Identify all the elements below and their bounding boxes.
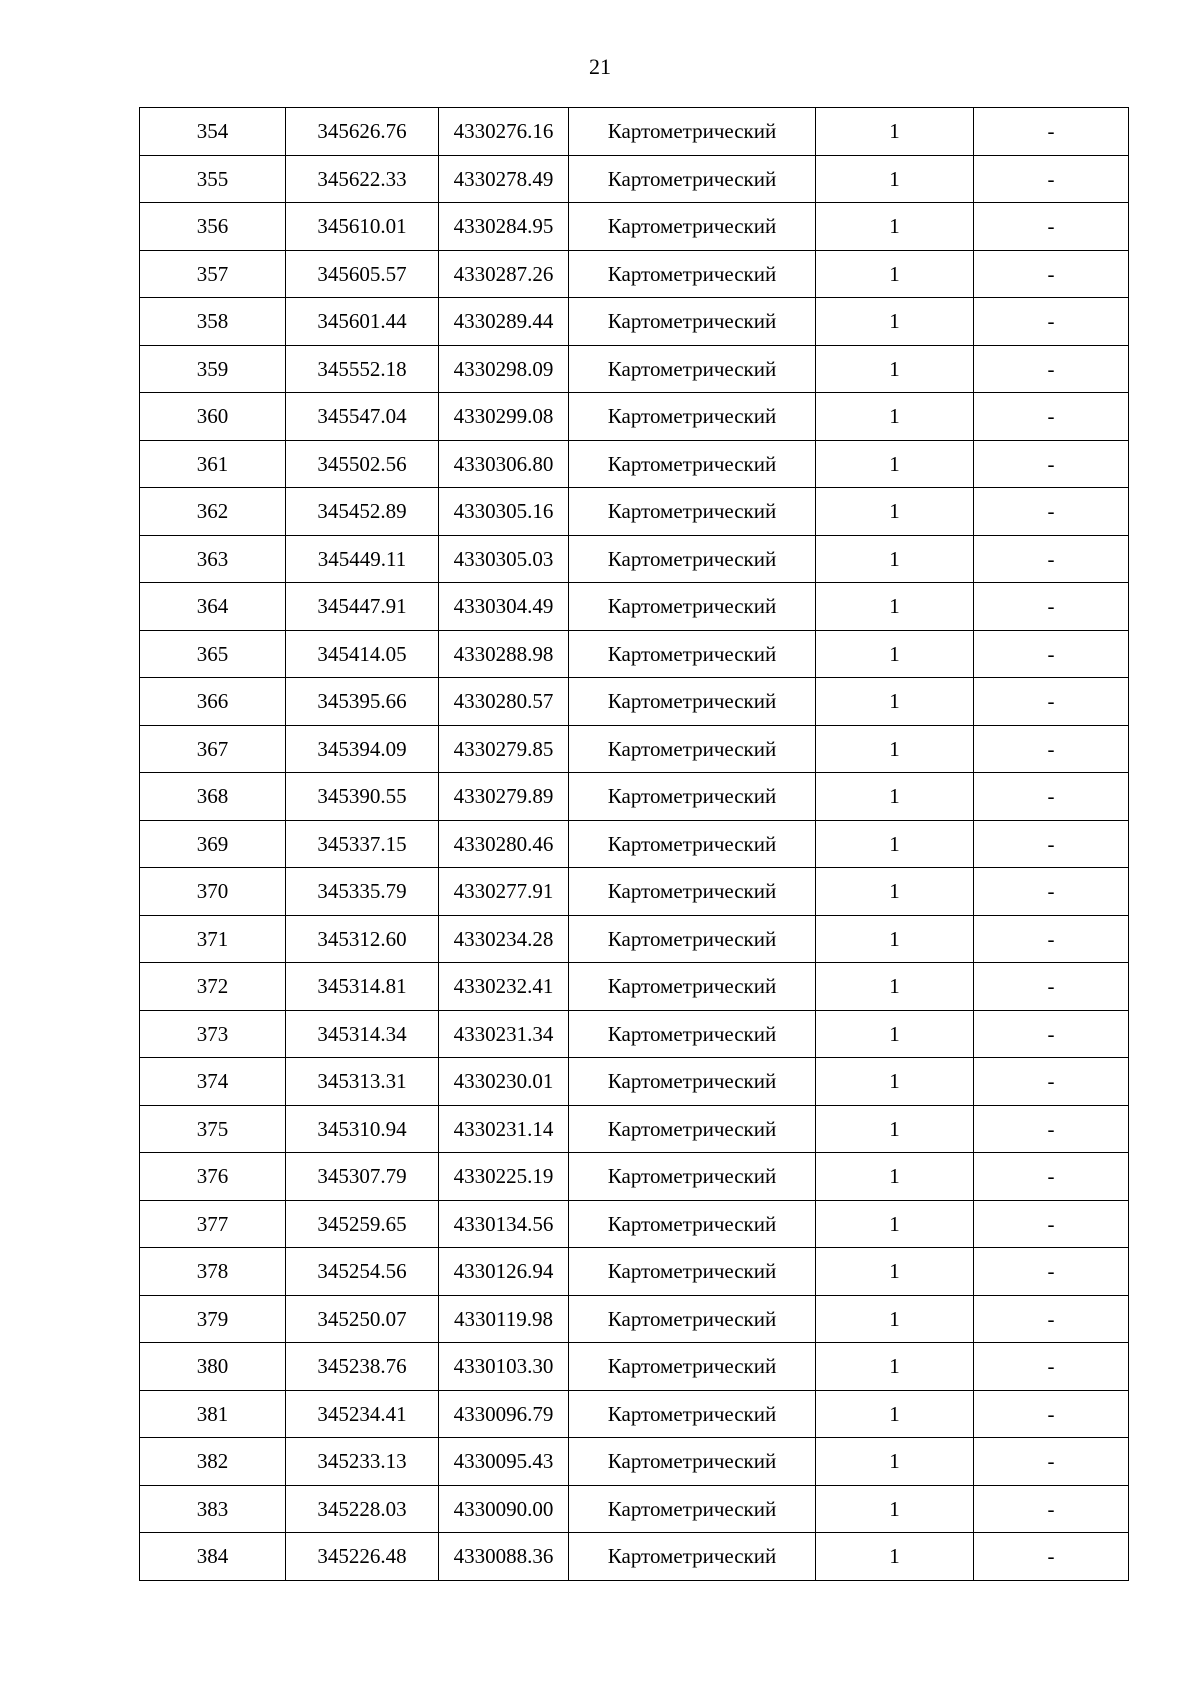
x-coordinate-cell: 345234.41 xyxy=(286,1390,439,1438)
point-number-cell: 363 xyxy=(140,535,286,583)
y-coordinate-cell: 4330126.94 xyxy=(439,1248,569,1296)
accuracy-cell: 1 xyxy=(816,1485,974,1533)
note-cell: - xyxy=(974,820,1129,868)
point-number-cell: 383 xyxy=(140,1485,286,1533)
accuracy-cell: 1 xyxy=(816,1343,974,1391)
y-coordinate-cell: 4330278.49 xyxy=(439,155,569,203)
note-cell: - xyxy=(974,773,1129,821)
note-cell: - xyxy=(974,1248,1129,1296)
method-cell: Картометрический xyxy=(569,440,816,488)
note-cell: - xyxy=(974,535,1129,583)
point-number-cell: 380 xyxy=(140,1343,286,1391)
note-cell: - xyxy=(974,108,1129,156)
method-cell: Картометрический xyxy=(569,773,816,821)
y-coordinate-cell: 4330280.46 xyxy=(439,820,569,868)
point-number-cell: 359 xyxy=(140,345,286,393)
accuracy-cell: 1 xyxy=(816,393,974,441)
accuracy-cell: 1 xyxy=(816,1200,974,1248)
note-cell: - xyxy=(974,915,1129,963)
note-cell: - xyxy=(974,630,1129,678)
y-coordinate-cell: 4330304.49 xyxy=(439,583,569,631)
note-cell: - xyxy=(974,1058,1129,1106)
point-number-cell: 361 xyxy=(140,440,286,488)
y-coordinate-cell: 4330305.16 xyxy=(439,488,569,536)
point-number-cell: 378 xyxy=(140,1248,286,1296)
method-cell: Картометрический xyxy=(569,583,816,631)
method-cell: Картометрический xyxy=(569,1485,816,1533)
y-coordinate-cell: 4330225.19 xyxy=(439,1153,569,1201)
note-cell: - xyxy=(974,1343,1129,1391)
point-number-cell: 362 xyxy=(140,488,286,536)
note-cell: - xyxy=(974,678,1129,726)
note-cell: - xyxy=(974,868,1129,916)
method-cell: Картометрический xyxy=(569,1200,816,1248)
x-coordinate-cell: 345228.03 xyxy=(286,1485,439,1533)
method-cell: Картометрический xyxy=(569,1248,816,1296)
x-coordinate-cell: 345394.09 xyxy=(286,725,439,773)
accuracy-cell: 1 xyxy=(816,1438,974,1486)
page-number: 21 xyxy=(589,54,611,79)
method-cell: Картометрический xyxy=(569,1010,816,1058)
point-number-cell: 356 xyxy=(140,203,286,251)
table-row xyxy=(140,678,1129,726)
method-cell: Картометрический xyxy=(569,1533,816,1581)
x-coordinate-cell: 345449.11 xyxy=(286,535,439,583)
y-coordinate-cell: 4330298.09 xyxy=(439,345,569,393)
note-cell: - xyxy=(974,393,1129,441)
x-coordinate-cell: 345601.44 xyxy=(286,298,439,346)
table-row xyxy=(140,1438,1129,1486)
y-coordinate-cell: 4330103.30 xyxy=(439,1343,569,1391)
note-cell: - xyxy=(974,1295,1129,1343)
accuracy-cell: 1 xyxy=(816,678,974,726)
y-coordinate-cell: 4330119.98 xyxy=(439,1295,569,1343)
method-cell: Картометрический xyxy=(569,1390,816,1438)
x-coordinate-cell: 345313.31 xyxy=(286,1058,439,1106)
table-row xyxy=(140,1485,1129,1533)
x-coordinate-cell: 345622.33 xyxy=(286,155,439,203)
method-cell: Картометрический xyxy=(569,1343,816,1391)
accuracy-cell: 1 xyxy=(816,108,974,156)
point-number-cell: 382 xyxy=(140,1438,286,1486)
x-coordinate-cell: 345552.18 xyxy=(286,345,439,393)
coordinates-table-body xyxy=(140,108,1129,1581)
y-coordinate-cell: 4330090.00 xyxy=(439,1485,569,1533)
accuracy-cell: 1 xyxy=(816,535,974,583)
coordinates-table xyxy=(139,107,1129,1581)
accuracy-cell: 1 xyxy=(816,915,974,963)
accuracy-cell: 1 xyxy=(816,868,974,916)
y-coordinate-cell: 4330284.95 xyxy=(439,203,569,251)
method-cell: Картометрический xyxy=(569,155,816,203)
table-row xyxy=(140,630,1129,678)
accuracy-cell: 1 xyxy=(816,1010,974,1058)
accuracy-cell: 1 xyxy=(816,1153,974,1201)
x-coordinate-cell: 345254.56 xyxy=(286,1248,439,1296)
table-row xyxy=(140,1200,1129,1248)
method-cell: Картометрический xyxy=(569,915,816,963)
y-coordinate-cell: 4330287.26 xyxy=(439,250,569,298)
method-cell: Картометрический xyxy=(569,535,816,583)
y-coordinate-cell: 4330306.80 xyxy=(439,440,569,488)
point-number-cell: 372 xyxy=(140,963,286,1011)
point-number-cell: 384 xyxy=(140,1533,286,1581)
accuracy-cell: 1 xyxy=(816,1105,974,1153)
x-coordinate-cell: 345547.04 xyxy=(286,393,439,441)
accuracy-cell: 1 xyxy=(816,1058,974,1106)
note-cell: - xyxy=(974,203,1129,251)
x-coordinate-cell: 345610.01 xyxy=(286,203,439,251)
y-coordinate-cell: 4330299.08 xyxy=(439,393,569,441)
y-coordinate-cell: 4330095.43 xyxy=(439,1438,569,1486)
table-row xyxy=(140,1058,1129,1106)
table-row xyxy=(140,915,1129,963)
x-coordinate-cell: 345502.56 xyxy=(286,440,439,488)
note-cell: - xyxy=(974,1010,1129,1058)
point-number-cell: 364 xyxy=(140,583,286,631)
point-number-cell: 377 xyxy=(140,1200,286,1248)
point-number-cell: 355 xyxy=(140,155,286,203)
point-number-cell: 366 xyxy=(140,678,286,726)
table-row xyxy=(140,583,1129,631)
accuracy-cell: 1 xyxy=(816,488,974,536)
method-cell: Картометрический xyxy=(569,678,816,726)
note-cell: - xyxy=(974,1485,1129,1533)
y-coordinate-cell: 4330289.44 xyxy=(439,298,569,346)
accuracy-cell: 1 xyxy=(816,725,974,773)
table-row xyxy=(140,155,1129,203)
table-row xyxy=(140,298,1129,346)
accuracy-cell: 1 xyxy=(816,1533,974,1581)
table-row xyxy=(140,963,1129,1011)
x-coordinate-cell: 345314.81 xyxy=(286,963,439,1011)
method-cell: Картометрический xyxy=(569,345,816,393)
note-cell: - xyxy=(974,250,1129,298)
note-cell: - xyxy=(974,488,1129,536)
accuracy-cell: 1 xyxy=(816,203,974,251)
point-number-cell: 368 xyxy=(140,773,286,821)
x-coordinate-cell: 345259.65 xyxy=(286,1200,439,1248)
method-cell: Картометрический xyxy=(569,1295,816,1343)
method-cell: Картометрический xyxy=(569,963,816,1011)
x-coordinate-cell: 345335.79 xyxy=(286,868,439,916)
table-row xyxy=(140,250,1129,298)
table-row xyxy=(140,108,1129,156)
x-coordinate-cell: 345390.55 xyxy=(286,773,439,821)
y-coordinate-cell: 4330088.36 xyxy=(439,1533,569,1581)
y-coordinate-cell: 4330277.91 xyxy=(439,868,569,916)
table-row xyxy=(140,535,1129,583)
y-coordinate-cell: 4330276.16 xyxy=(439,108,569,156)
x-coordinate-cell: 345312.60 xyxy=(286,915,439,963)
note-cell: - xyxy=(974,1438,1129,1486)
point-number-cell: 379 xyxy=(140,1295,286,1343)
method-cell: Картометрический xyxy=(569,203,816,251)
point-number-cell: 374 xyxy=(140,1058,286,1106)
table-row xyxy=(140,203,1129,251)
x-coordinate-cell: 345310.94 xyxy=(286,1105,439,1153)
y-coordinate-cell: 4330279.89 xyxy=(439,773,569,821)
x-coordinate-cell: 345238.76 xyxy=(286,1343,439,1391)
table-row xyxy=(140,1533,1129,1581)
y-coordinate-cell: 4330232.41 xyxy=(439,963,569,1011)
table-row xyxy=(140,393,1129,441)
y-coordinate-cell: 4330231.34 xyxy=(439,1010,569,1058)
method-cell: Картометрический xyxy=(569,108,816,156)
table-row xyxy=(140,1390,1129,1438)
note-cell: - xyxy=(974,963,1129,1011)
accuracy-cell: 1 xyxy=(816,250,974,298)
y-coordinate-cell: 4330279.85 xyxy=(439,725,569,773)
note-cell: - xyxy=(974,1153,1129,1201)
x-coordinate-cell: 345250.07 xyxy=(286,1295,439,1343)
method-cell: Картометрический xyxy=(569,1438,816,1486)
method-cell: Картометрический xyxy=(569,488,816,536)
note-cell: - xyxy=(974,345,1129,393)
accuracy-cell: 1 xyxy=(816,1390,974,1438)
table-row xyxy=(140,1153,1129,1201)
method-cell: Картометрический xyxy=(569,868,816,916)
point-number-cell: 375 xyxy=(140,1105,286,1153)
x-coordinate-cell: 345307.79 xyxy=(286,1153,439,1201)
x-coordinate-cell: 345626.76 xyxy=(286,108,439,156)
x-coordinate-cell: 345337.15 xyxy=(286,820,439,868)
method-cell: Картометрический xyxy=(569,725,816,773)
method-cell: Картометрический xyxy=(569,820,816,868)
table-row xyxy=(140,725,1129,773)
accuracy-cell: 1 xyxy=(816,820,974,868)
note-cell: - xyxy=(974,298,1129,346)
y-coordinate-cell: 4330288.98 xyxy=(439,630,569,678)
accuracy-cell: 1 xyxy=(816,298,974,346)
x-coordinate-cell: 345414.05 xyxy=(286,630,439,678)
point-number-cell: 381 xyxy=(140,1390,286,1438)
y-coordinate-cell: 4330231.14 xyxy=(439,1105,569,1153)
note-cell: - xyxy=(974,725,1129,773)
method-cell: Картометрический xyxy=(569,250,816,298)
table-row xyxy=(140,345,1129,393)
method-cell: Картометрический xyxy=(569,298,816,346)
point-number-cell: 354 xyxy=(140,108,286,156)
note-cell: - xyxy=(974,1105,1129,1153)
point-number-cell: 373 xyxy=(140,1010,286,1058)
method-cell: Картометрический xyxy=(569,1153,816,1201)
point-number-cell: 360 xyxy=(140,393,286,441)
method-cell: Картометрический xyxy=(569,393,816,441)
accuracy-cell: 1 xyxy=(816,345,974,393)
point-number-cell: 358 xyxy=(140,298,286,346)
point-number-cell: 370 xyxy=(140,868,286,916)
note-cell: - xyxy=(974,1533,1129,1581)
point-number-cell: 365 xyxy=(140,630,286,678)
accuracy-cell: 1 xyxy=(816,1248,974,1296)
x-coordinate-cell: 345314.34 xyxy=(286,1010,439,1058)
table-row xyxy=(140,440,1129,488)
accuracy-cell: 1 xyxy=(816,963,974,1011)
y-coordinate-cell: 4330230.01 xyxy=(439,1058,569,1106)
note-cell: - xyxy=(974,583,1129,631)
table-row xyxy=(140,1248,1129,1296)
x-coordinate-cell: 345395.66 xyxy=(286,678,439,726)
note-cell: - xyxy=(974,155,1129,203)
accuracy-cell: 1 xyxy=(816,155,974,203)
point-number-cell: 367 xyxy=(140,725,286,773)
method-cell: Картометрический xyxy=(569,1058,816,1106)
accuracy-cell: 1 xyxy=(816,630,974,678)
table-row xyxy=(140,1343,1129,1391)
point-number-cell: 369 xyxy=(140,820,286,868)
note-cell: - xyxy=(974,1390,1129,1438)
x-coordinate-cell: 345233.13 xyxy=(286,1438,439,1486)
point-number-cell: 376 xyxy=(140,1153,286,1201)
x-coordinate-cell: 345452.89 xyxy=(286,488,439,536)
note-cell: - xyxy=(974,1200,1129,1248)
y-coordinate-cell: 4330280.57 xyxy=(439,678,569,726)
table-row xyxy=(140,1105,1129,1153)
accuracy-cell: 1 xyxy=(816,1295,974,1343)
table-row xyxy=(140,1295,1129,1343)
point-number-cell: 371 xyxy=(140,915,286,963)
table-row xyxy=(140,773,1129,821)
x-coordinate-cell: 345605.57 xyxy=(286,250,439,298)
method-cell: Картометрический xyxy=(569,1105,816,1153)
y-coordinate-cell: 4330234.28 xyxy=(439,915,569,963)
table-row xyxy=(140,488,1129,536)
x-coordinate-cell: 345226.48 xyxy=(286,1533,439,1581)
y-coordinate-cell: 4330305.03 xyxy=(439,535,569,583)
method-cell: Картометрический xyxy=(569,630,816,678)
accuracy-cell: 1 xyxy=(816,583,974,631)
note-cell: - xyxy=(974,440,1129,488)
y-coordinate-cell: 4330134.56 xyxy=(439,1200,569,1248)
table-row xyxy=(140,820,1129,868)
accuracy-cell: 1 xyxy=(816,440,974,488)
point-number-cell: 357 xyxy=(140,250,286,298)
table-row xyxy=(140,1010,1129,1058)
x-coordinate-cell: 345447.91 xyxy=(286,583,439,631)
table-row xyxy=(140,868,1129,916)
y-coordinate-cell: 4330096.79 xyxy=(439,1390,569,1438)
accuracy-cell: 1 xyxy=(816,773,974,821)
